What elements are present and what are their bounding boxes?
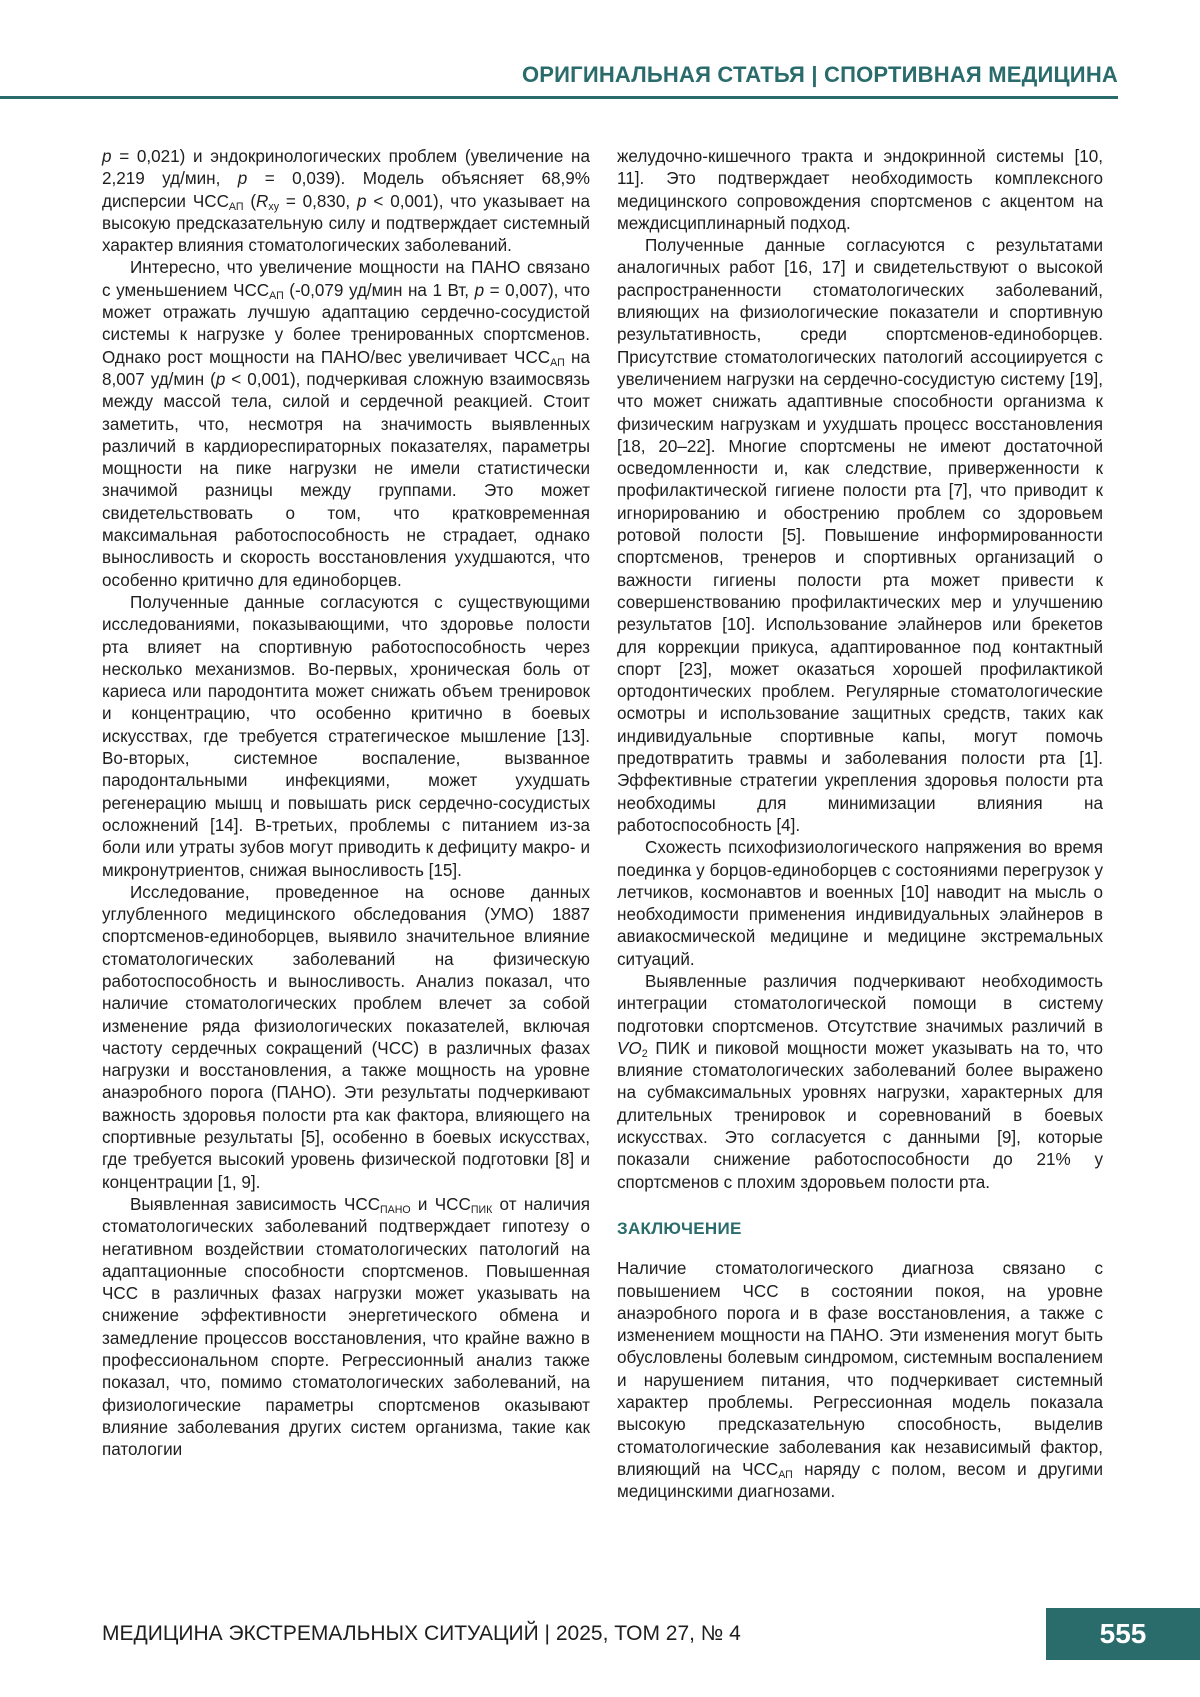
page-number: 555 (1046, 1608, 1200, 1660)
left-paragraph-2: Интересно, что увеличение мощности на ПАНО связано с уменьшением $ЧСС_{АП}$ (-0,079 уд/мин на 1 Вт, p = 0,007), что может отражать лучшую адаптацию сердечно-сосудистой системы к нагрузке у более тренированных спортсменов. Однако рост мощности на ПАНО/вес увеличивает $ЧСС_{АП}$ на 8,007 уд/мин (p < 0,001), подчеркивая сложную взаимосвязь между массой тела, силой и сердечной реакцией. Стоит заметить, что, несмотря на значимость выявленных различий в кардиореспираторных показателях, параметры мощности на пике нагрузки не имели статистически значимой разницы между группами. Это может свидетельствовать о том, что кратковременная максимальная работоспособность не страдает, однако выносливость и скорость восстановления ухудшаются, что особенно критично для единоборцев. (102, 258, 590, 590)
journal-footer: МЕДИЦИНА ЭКСТРЕМАЛЬНЫХ СИТУАЦИЙ | 2025, ТОМ 27, № 4 (102, 1622, 741, 1645)
right-paragraph-1: желудочно-кишечного тракта и эндокринной системы [10, 11]. Это подтверждает необходимость комплексного медицинского сопровождения спортсменов с акцентом на междисциплинарный подход. (617, 147, 1103, 233)
left-column (102, 146, 590, 1462)
right-paragraph-4: Выявленные различия подчеркивают необходимость интеграции стоматологической помощи в систему подготовки спортсменов. Отсутствие значимых различий в $VO_2$ ПИК и пиковой мощности может указывать на то, что влияние стоматологических заболеваний более выражено на субмаксимальных уровнях нагрузки, характерных для длительных тренировок и соревнований в боевых искусствах. Это согласуется с данными [9], которые показали снижение работоспособности до 21% у спортсменов с плохим здоровьем полости рта. (617, 971, 1103, 1192)
section-header-title: ОРИГИНАЛЬНАЯ СТАТЬЯ | СПОРТИВНАЯ МЕДИЦИНА (521, 62, 1118, 87)
conclusion-heading: ЗАКЛЮЧЕНИЕ (617, 1218, 742, 1238)
left-paragraph-1: p = 0,021) и эндокринологических проблем (увеличение на 2,219 уд/мин, p = 0,039). Модель объясняет 68,9% дисперсии $ЧСС_{АП}$ ($R_{xy} = 0,830$, p < 0,001), что указывает на высокую предсказательную силу и подтверждает системный характер влияния стоматологических заболеваний. (102, 147, 591, 256)
right-paragraph-3: Схожесть психофизиологического напряжения во время поединка у борцов-единоборцев с состояниями перегрузок у летчиков, космонавтов и военных [10] наводит на мысль о необходимости применения индивидуальных элайнеров в авиакосмической медицине и медицине экстремальных ситуаций. (617, 838, 1103, 969)
right-column (617, 146, 1103, 1504)
left-paragraph-5: Выявленная зависимость $ЧСС_{ПАНО}$ и $ЧСС_{ПИК}$ от наличия стоматологических заболеваний подтверждает гипотезу о негативном воздействии стоматологических патологий на адаптационные способности спортсменов. Повышенная ЧСС в различных фазах нагрузки может указывать на снижение эффективности энергетического обмена и замедление процессов восстановления, что крайне важно в профессиональном спорте. Регрессионный анализ также показал, что, помимо стоматологических заболеваний, на физиологические параметры спортсменов оказывают влияние заболевания других систем организма, такие как патологии (102, 1194, 590, 1460)
right-paragraph-2: Полученные данные согласуются с результатами аналогичных работ [16, 17] и свидетельствуют о высокой распространенности стоматологических заболеваний, влияющих на физиологические показатели и спортивную результативность, среди спортсменов-единоборцев. Присутствие стоматологических патологий ассоциируется с увеличением нагрузки на сердечно-сосудистую систему [19], что может снижать адаптивные способности организма к физическим нагрузкам и ухудшать процесс восстановления [18, 20–22]. Многие спортсмены не имеют достаточной осведомленности и, как следствие, приверженности к профилактической гигиене полости рта [7], что приводит к игнорированию и обострению проблем со здоровьем ротовой полости [5]. Повышение информированности спортсменов, тренеров и спортивных организаций о важности гигиены полости рта может привести к совершенствованию профилактических мер и улучшению результатов [10]. Использование элайнеров или брекетов для коррекции прикуса, адаптированное под контактный спорт [23], может оказаться хорошей профилактикой ортодонтических проблем. Регулярные стоматологические осмотры и использование защитных средств, таких как индивидуальные спортивные капы, могут помочь предотвратить травмы и заболевания полости рта [1]. Эффективные стратегии укрепления здоровья полости рта необходимы для минимизации влияния на работоспособность [4]. (617, 236, 1103, 835)
header-divider (0, 96, 1118, 99)
left-paragraph-4: Исследование, проведенное на основе данных углубленного медицинского обследования (УМО) 1887 спортсменов-единоборцев, выявило значительное влияние стоматологических заболеваний на физическую работоспособность и выносливость. Анализ показал, что наличие стоматологических проблем влечет за собой изменение ряда физиологических показателей, включая частоту сердечных сокращений (ЧСС) в различных фазах нагрузки и восстановления, а также мощность на уровне анаэробного порога (ПАНО). Эти результаты подчеркивают важность здоровья полости рта как фактора, влияющего на спортивные результаты [5], особенно в боевых искусствах, где требуется высокий уровень физической подготовки [8] и концентрации [1, 9]. (102, 882, 590, 1192)
left-paragraph-3: Полученные данные согласуются с существующими исследованиями, показывающими, что здоровье полости рта влияет на спортивную работоспособность через несколько механизмов. Во-первых, хроническая боль от кариеса или пародонтита может снижать объем тренировок и концентрацию, что особенно критично в боевых искусствах, где требуется стратегическое мышление [13]. Во-вторых, системное воспаление, вызванное пародонтальными инфекциями, может ухудшать регенерацию мышц и повышать риск сердечно-сосудистых осложнений [14]. В-третьих, проблемы с питанием из-за боли или утраты зубов могут приводить к дефициту макро- и микронутриентов, снижая выносливость [15]. (102, 592, 590, 880)
conclusion-paragraph: Наличие стоматологического диагноза связано с повышением ЧСС в состоянии покоя, на уровне анаэробного порога и в фазе восстановления, а также с изменением мощности на ПАНО. Эти изменения могут быть обусловлены болевым синдромом, системным воспалением и нарушением питания, что подчеркивает системный характер проблемы. Регрессионная модель показала высокую предсказательную способность, выделив стоматологические заболевания как независимый фактор, влияющий на $ЧСС_{АП}$ наряду с полом, весом и другими медицинскими диагнозами. (617, 1259, 1103, 1502)
